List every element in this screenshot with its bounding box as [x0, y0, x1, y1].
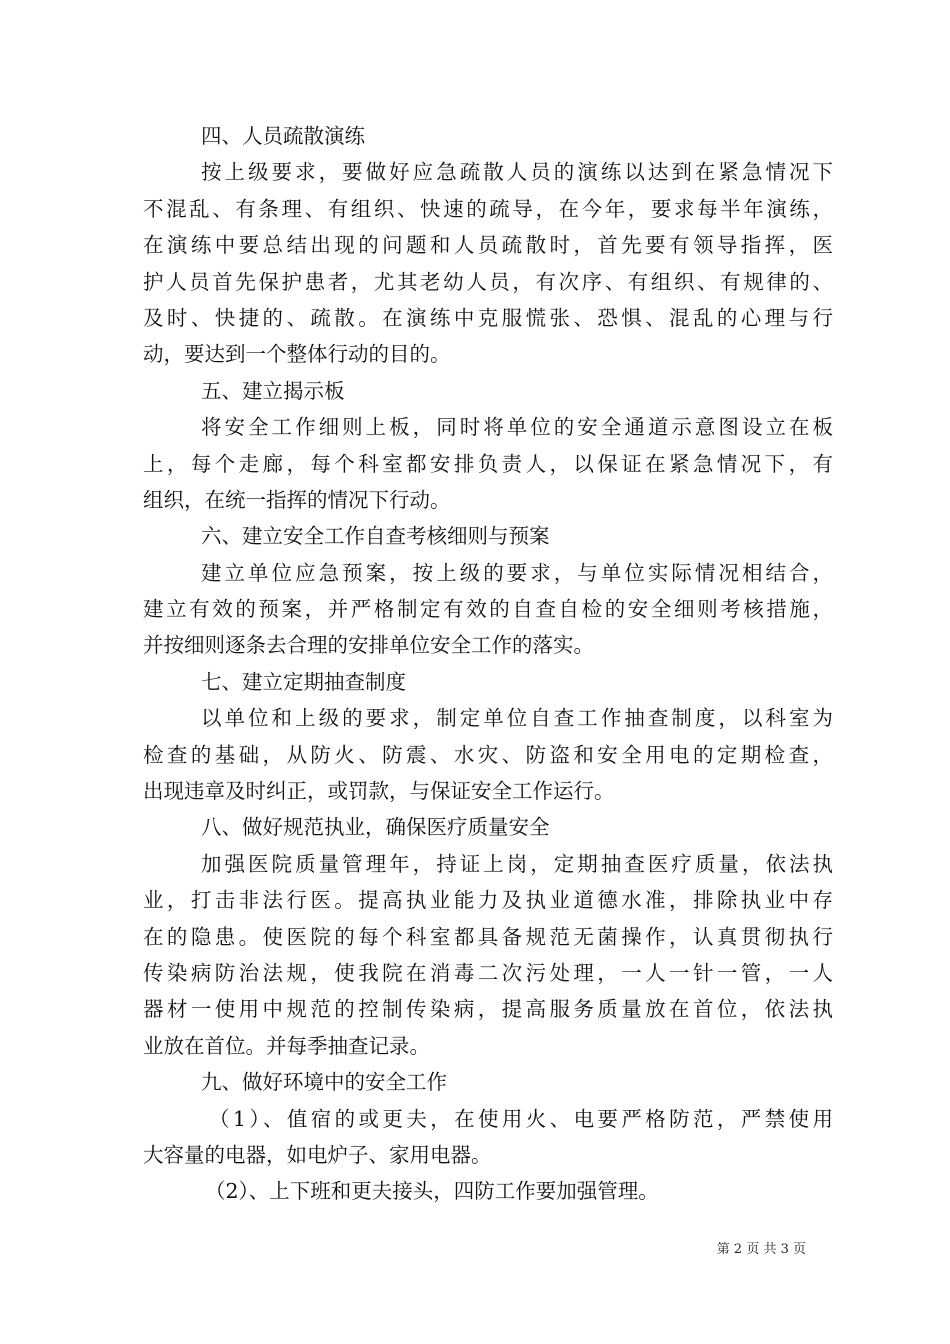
- paragraph-line: 出现违章及时纠正，或罚款，与保证安全工作运行。: [143, 779, 615, 804]
- paragraph-line: 上，每个走廊，每个科室都安排负责人，以保证在紧急情况下，有: [143, 451, 833, 476]
- paragraph-line: 在的隐患。使医院的每个科室都具备规范无菌操作，认真贯彻执行: [143, 924, 833, 949]
- page-number: 第 2 页 共 3 页: [716, 1242, 806, 1257]
- list-item-line: （2）、上下班和更夫接头，四防工作要加强管理。: [205, 1179, 659, 1204]
- section-heading: 五、建立揭示板: [201, 378, 345, 403]
- section-heading: 九、做好环境中的安全工作: [201, 1070, 447, 1095]
- paragraph-line: 器材一使用中规范的控制传染病，提高服务质量放在首位，依法执: [143, 997, 833, 1022]
- list-item-line: 大容量的电器，如电炉子、家用电器。: [143, 1142, 492, 1167]
- paragraph-line: 不混乱、有条理、有组织、快速的疏导，在今年，要求每半年演练，: [143, 196, 833, 221]
- paragraph-line: 将安全工作细则上板，同时将单位的安全通道示意图设立在板: [201, 415, 833, 440]
- paragraph-line: 并按细则逐条去合理的安排单位安全工作的落实。: [143, 633, 594, 658]
- section-heading: 六、建立安全工作自查考核细则与预案: [201, 524, 550, 549]
- paragraph-line: 建立有效的预案，并严格制定有效的自查自检的安全细则考核措施，: [143, 597, 833, 622]
- section-heading: 八、做好规范执业，确保医疗质量安全: [201, 815, 550, 840]
- document-body: [143, 118, 833, 1210]
- list-item-line: （1）、值宿的或更夫，在使用火、电要严格防范，严禁使用: [209, 1106, 833, 1131]
- paragraph-line: 业放在首位。并每季抽查记录。: [143, 1033, 430, 1058]
- paragraph-line: 护人员首先保护患者，尤其老幼人员，有次序、有组织、有规律的、: [143, 269, 833, 294]
- section-heading: 七、建立定期抽查制度: [201, 669, 406, 694]
- paragraph-line: 加强医院质量管理年，持证上岗，定期抽查医疗质量，依法执: [201, 851, 833, 876]
- paragraph-line: 业，打击非法行医。提高执业能力及执业道德水准，排除执业中存: [143, 888, 833, 913]
- paragraph-line: 按上级要求，要做好应急疏散人员的演练以达到在紧急情况下: [201, 160, 833, 185]
- paragraph-line: 动，要达到一个整体行动的目的。: [143, 342, 451, 367]
- paragraph-line: 建立单位应急预案，按上级的要求，与单位实际情况相结合，: [201, 560, 833, 585]
- paragraph-line: 以单位和上级的要求，制定单位自查工作抽查制度，以科室为: [201, 706, 833, 731]
- paragraph-line: 组织，在统一指挥的情况下行动。: [143, 487, 451, 512]
- paragraph-line: 传染病防治法规，使我院在消毒二次污处理，一人一针一管，一人: [143, 960, 833, 985]
- paragraph-line: 在演练中要总结出现的问题和人员疏散时，首先要有领导指挥，医: [143, 233, 833, 258]
- paragraph-line: 检查的基础，从防火、防震、水灾、防盗和安全用电的定期检查，: [143, 742, 833, 767]
- section-heading: 四、人员疏散演练: [201, 124, 365, 148]
- paragraph-line: 及时、快捷的、疏散。在演练中克服慌张、恐惧、混乱的心理与行: [143, 305, 833, 330]
